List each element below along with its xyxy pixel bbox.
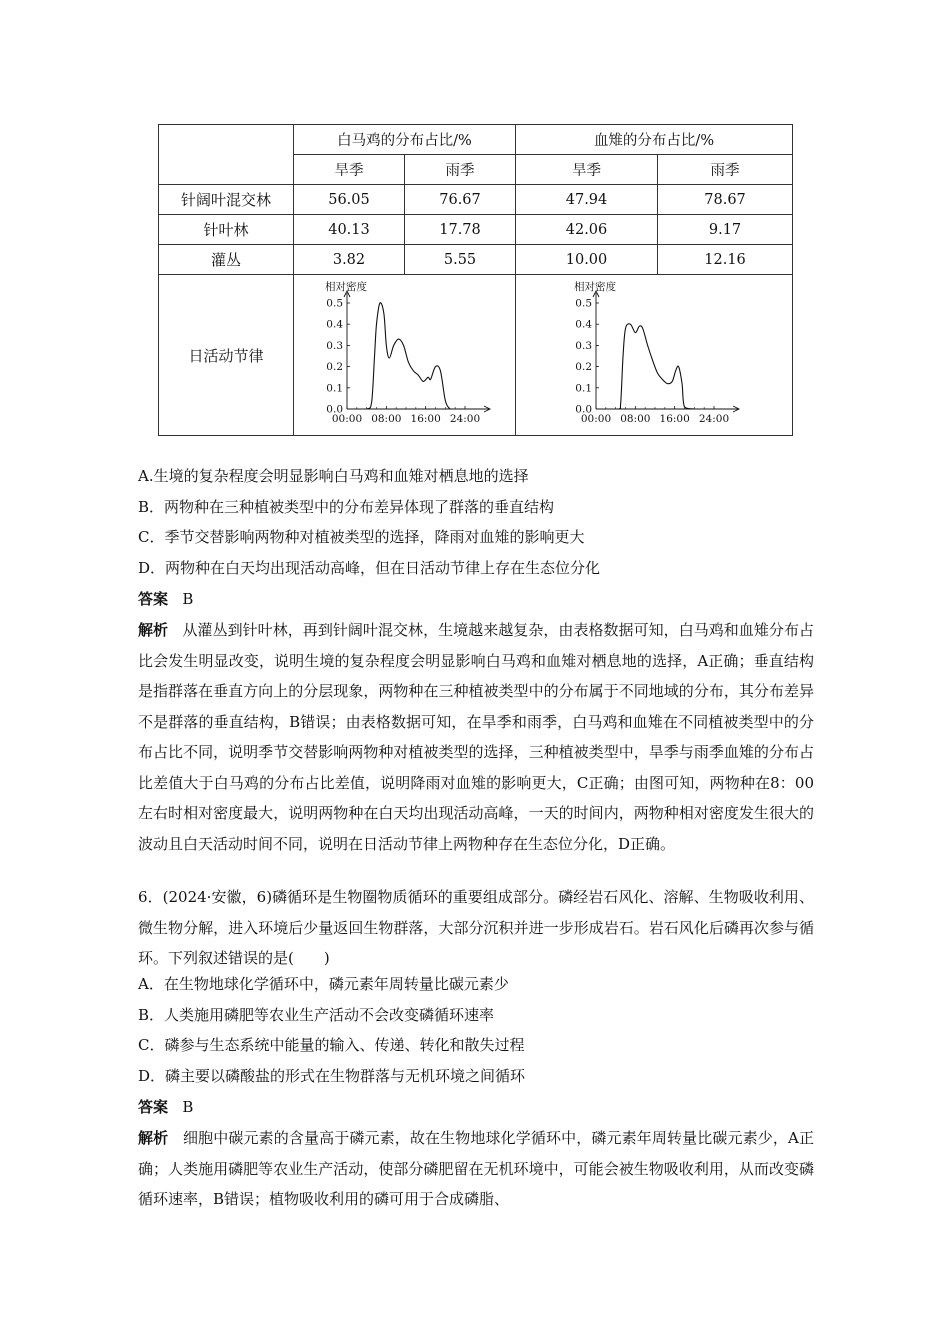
q5-option-b: B．两物种在三种植被类型中的分布差异体现了群落的垂直结构	[138, 498, 555, 516]
y-tick-label: 0.4	[325, 318, 343, 331]
row-label: 日活动节律	[159, 275, 294, 436]
analysis-text: 从灌丛到针叶林，再到针阔叶混交林，生境越来越复杂，由表格数据可知，白马鸡和血雉分布占比会发生明显改变，说明生境的复杂程度会明显影响白马鸡和血雉对栖息地的选择，A正确；垂直结构是指群落在垂直方向上的分层现象，两物种在三种植被类型中的分布属于不同地域的分布，其分布差异不是群落的垂直结构，B错误；由表格数据可知，在旱季和雨季，白马鸡和血雉在不同植被类型中的分布占比不同，说明季节交替影响两物种对植被类型的选择，三种植被类型中，旱季与雨季血雉的分布占比差值大于白马鸡的分布占比差值，说明降雨对血雉的影响更大，C正确；由图可知，两物种在8：00左右时相对密度最大，说明两物种在白天均出现活动高峰，一天的时间内，两物种相对密度发生很大的波动且白天活动时间不同，说明在日活动节律上两物种存在生态位分化，D正确。	[138, 621, 814, 853]
q6-analysis	[138, 1123, 814, 1215]
x-tick-label: 00:00	[580, 413, 612, 425]
q6-option-b: B．人类施用磷肥等农业生产活动不会改变磷循环速率	[138, 1006, 495, 1024]
subheader-dry-1: 旱季	[294, 155, 405, 185]
y-tick-label: 0.3	[575, 339, 593, 352]
q6-answer	[138, 1097, 193, 1117]
y-tick-label: 0.1	[325, 382, 343, 395]
table-cell: 17.78	[405, 215, 516, 245]
activity-row	[159, 275, 793, 436]
table-row	[159, 215, 793, 245]
table-cell: 78.67	[658, 185, 793, 215]
answer-label: 答案	[138, 590, 169, 608]
y-tick-label: 0.0	[325, 403, 343, 416]
y-axis-label: 相对密度	[574, 281, 617, 293]
table-cell: 12.16	[658, 245, 793, 275]
x-tick-label: 08:00	[370, 413, 401, 425]
q5-option-c: C．季节交替影响两物种对植被类型的选择，降雨对血雉的影响更大	[138, 528, 585, 546]
x-tick-label: 00:00	[331, 413, 362, 425]
table-cell: 9.17	[658, 215, 793, 245]
y-tick-label: 0.4	[575, 318, 593, 331]
y-tick-label: 0.1	[575, 382, 593, 395]
table-cell: 56.05	[294, 185, 405, 215]
table-cell: 10.00	[516, 245, 658, 275]
table-cell: 40.13	[294, 215, 405, 245]
table-corner	[159, 125, 294, 185]
chart-cell-xuezhi	[516, 275, 793, 436]
answer-value: B	[182, 590, 194, 608]
subheader-dry-2: 旱季	[516, 155, 658, 185]
table-row	[159, 245, 793, 275]
q6-option-a: A．在生物地球化学循环中，磷元素年周转量比碳元素少	[138, 975, 509, 993]
q5-option-d: D．两物种在白天均出现活动高峰，但在日活动节律上存在生态位分化	[138, 559, 601, 577]
chart-cell-baimaji	[294, 275, 516, 436]
answer-value: B	[182, 1098, 194, 1116]
row-label: 针阔叶混交林	[159, 185, 294, 215]
table-cell: 42.06	[516, 215, 658, 245]
row-label: 灌丛	[159, 245, 294, 275]
table-cell: 5.55	[405, 245, 516, 275]
y-tick-label: 0.2	[575, 361, 593, 374]
table-cell: 76.67	[405, 185, 516, 215]
table-cell: 47.94	[516, 185, 658, 215]
table-cell: 3.82	[294, 245, 405, 275]
header-xuezhi: 血雉的分布占比/%	[516, 125, 793, 155]
header-baimaji: 白马鸡的分布占比/%	[294, 125, 516, 155]
y-tick-label: 0.3	[325, 339, 343, 352]
table-row	[159, 185, 793, 215]
x-tick-label: 08:00	[620, 413, 651, 425]
q5-option-a: A.生境的复杂程度会明显影响白马鸡和血雉对栖息地的选择	[138, 467, 529, 485]
row-label: 针叶林	[159, 215, 294, 245]
series-line	[347, 303, 465, 409]
x-tick-label: 24:00	[698, 413, 730, 425]
chart-xuezhi	[544, 278, 764, 432]
y-axis-label: 相对密度	[324, 281, 367, 293]
analysis-text: 细胞中碳元素的含量高于磷元素，故在生物地球化学循环中，磷元素年周转量比碳元素少，A正确；人类施用磷肥等农业生产活动，使部分磷肥留在无机环境中，可能会被生物吸收利用，从而改变磷循环速率，B错误；植物吸收利用的磷可用于合成磷脂、	[138, 1129, 814, 1208]
subheader-wet-1: 雨季	[405, 155, 516, 185]
y-tick-label: 0.5	[575, 297, 593, 310]
x-tick-label: 24:00	[449, 413, 480, 425]
analysis-label: 解析	[138, 621, 169, 639]
x-tick-label: 16:00	[410, 413, 441, 425]
subheader-wet-2: 雨季	[658, 155, 793, 185]
y-tick-label: 0.5	[325, 297, 343, 310]
y-tick-label: 0.2	[325, 361, 343, 374]
q6-option-c: C．磷参与生态系统中能量的输入、传递、转化和散失过程	[138, 1036, 525, 1054]
x-tick-label: 16:00	[659, 413, 690, 425]
q5-answer	[138, 589, 193, 609]
q5-analysis	[138, 615, 814, 859]
analysis-label: 解析	[138, 1129, 169, 1147]
q6-stem	[138, 882, 814, 974]
distribution-table	[158, 124, 793, 436]
chart-baimaji	[295, 278, 515, 432]
series-line	[596, 324, 714, 409]
q6-option-d: D．磷主要以磷酸盐的形式在生物群落与无机环境之间循环	[138, 1067, 526, 1085]
y-tick-label: 0.0	[575, 403, 593, 416]
answer-label: 答案	[138, 1098, 169, 1116]
q6-stem-text: 6．(2024·安徽，6)磷循环是生物圈物质循环的重要组成部分。磷经岩石风化、溶解、生物吸收利用、微生物分解，进入环境后少量返回生物群落，大部分沉积并进一步形成岩石。岩石风化后磷再次参与循环。下列叙述错误的是( )	[138, 888, 814, 967]
